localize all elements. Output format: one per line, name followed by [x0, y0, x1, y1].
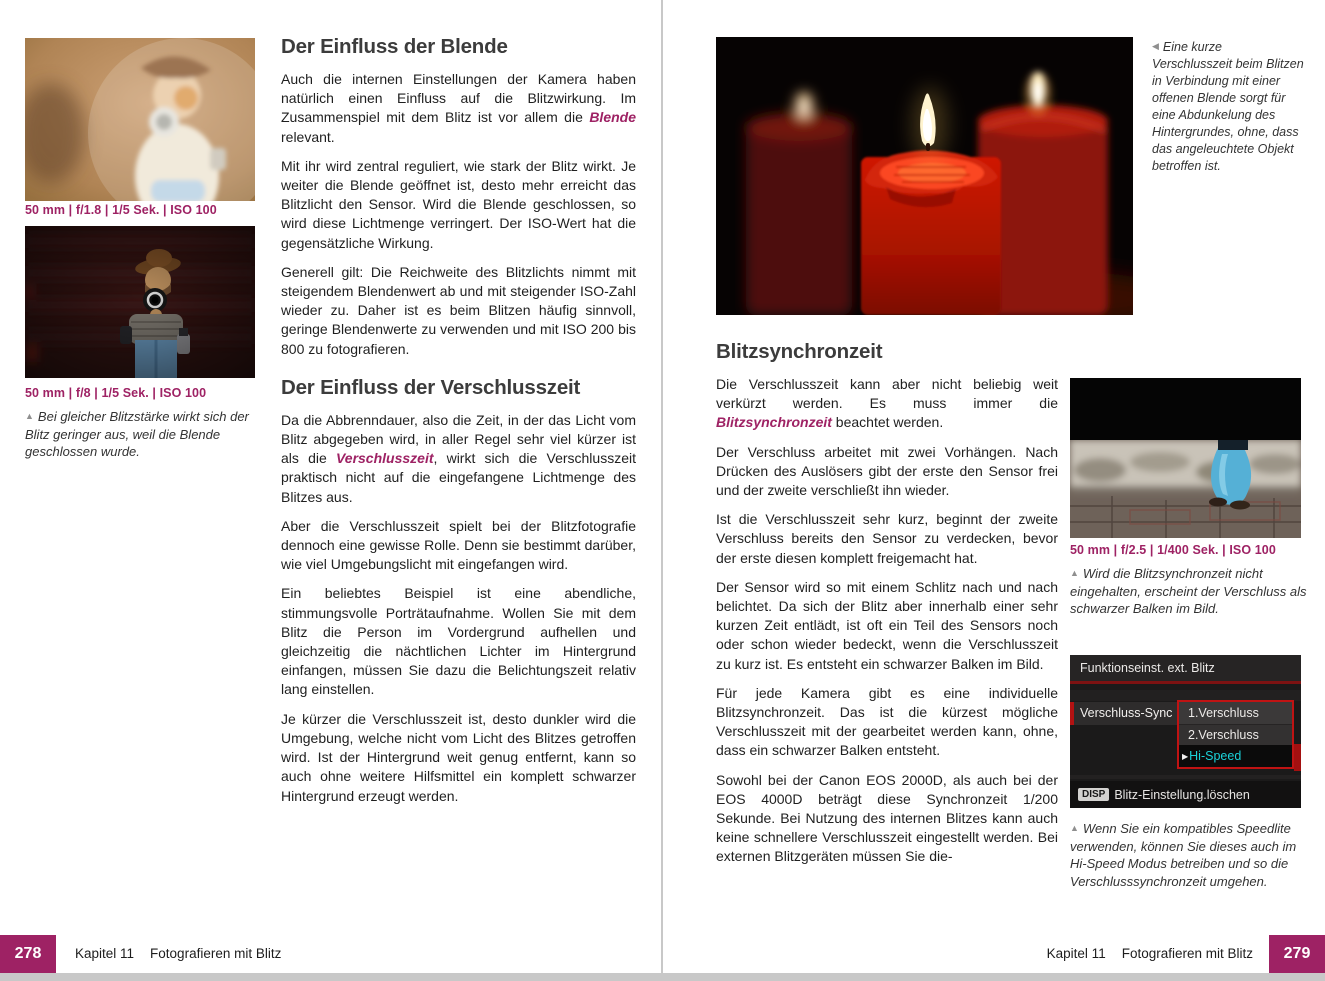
- running-footer-left: [75, 935, 281, 973]
- photo-caption-exif-3: 50 mm | f/2.5 | 1/400 Sek. | ISO 100: [1070, 543, 1276, 557]
- camera-menu-setting-label: Verschluss-Sync: [1074, 702, 1177, 725]
- photo-caption-exif-2: 50 mm | f/8 | 1/5 Sek. | ISO 100: [25, 386, 207, 400]
- margin-note: [1152, 38, 1304, 175]
- paragraph: Die Verschlusszeit kann aber nicht beliebig weit verkürzt werden. Es muss immer die Blitzsynchronzeit beachtet werden.: [716, 376, 1058, 431]
- photo-shutter-black-bar: [1070, 378, 1301, 538]
- photo-figurine-closed-aperture: [25, 226, 255, 378]
- disp-key-badge: DISP: [1078, 788, 1109, 801]
- photo-red-candles: [716, 37, 1133, 315]
- camera-menu-bottom-bar: [1070, 781, 1301, 808]
- camera-menu-red-block: [1294, 744, 1301, 771]
- chapter-title-right: Fotografieren mit Blitz: [1121, 946, 1253, 961]
- chapter-title-left: Fotografieren mit Blitz: [150, 946, 282, 961]
- page-number-left: [0, 935, 56, 973]
- heading-blitzsynchronzeit: Blitzsynchronzeit: [716, 340, 883, 363]
- triangle-up-icon: ▲: [1070, 568, 1079, 578]
- camera-menu-title-rule: [1070, 681, 1301, 684]
- triangle-left-icon: ◀: [1152, 41, 1159, 51]
- page-number-right: [1269, 935, 1325, 973]
- selection-arrow-icon: ▶: [1182, 752, 1189, 761]
- heading-einfluss-blende: Der Einfluss der Blende: [281, 35, 508, 58]
- figure-note-shutter: [1070, 565, 1308, 618]
- camera-menu-disp-action: Blitz-Einstellung.löschen: [1114, 787, 1250, 802]
- paragraph: Ist die Verschlusszeit sehr kurz, beginnt der zweite Verschluss bereits den Sensor zu verdecken, bevor der erste diesen komplett freigemacht hat.: [716, 511, 1058, 566]
- camera-menu-options-box: [1177, 700, 1294, 769]
- paragraph: Mit ihr wird zentral reguliert, wie stark der Blitz wirkt. Je weiter die Blende geöffnet ist, desto mehr erreicht das Blitzlicht den Sensor. Wird die Blende geschlossen, so wird diese Lichtmenge verringert. Der ISO-Wert hat die gegensätzliche Wirkung.: [281, 157, 636, 251]
- figurine-bright-illustration: [25, 38, 255, 201]
- paragraph: Der Verschluss arbeitet mit zwei Vorhängen. Nach Drücken des Auslösers gibt der erste den Sensor frei und der zweite verschließt ihn wieder.: [716, 443, 1058, 499]
- camera-menu-option-first-curtain: 1.Verschluss: [1179, 702, 1292, 724]
- triangle-up-icon: ▲: [25, 411, 34, 421]
- figurine-dark-illustration: [25, 226, 255, 378]
- candles-illustration: [716, 37, 1133, 315]
- paragraph: Generell gilt: Die Reichweite des Blitzlichts nimmt mit steigendem Blendenwert ab und mit steigender ISO-Zahl wieder zu. Daher ist es beim Blitzen häufig sinnvoll, geringe Blendenwerte zu verwenden und mit ISO 200 bis 800 zu fotografieren.: [281, 263, 636, 357]
- paragraph: Ein beliebtes Beispiel ist eine abendliche, stimmungsvolle Porträtaufnahme. Wollen Sie mit dem Blitz die Person im Vordergrund aufhellen und gleichzeitig die nächtlichen Lichter im Hintergrund einfangen, müssen Sie dazu die Belichtungszeit relativ lang einstellen.: [281, 585, 636, 698]
- margin-note-text: Eine kurze Verschlusszeit beim Blitzen in Verbindung mit einer offenen Blende sorgt für eine Abdunkelung des Hintergrundes, ohne, dass das angeleuchtete Objekt betroffen ist.: [1152, 40, 1304, 173]
- camera-menu-body: [1070, 702, 1301, 773]
- shutter-bar-illustration: [1070, 378, 1301, 538]
- figure-note-left: [25, 408, 263, 461]
- figure-note-shutter-text: Wird die Blitzsynchronzeit nicht eingehalten, erscheint der Verschluss als schwarzer Balken im Bild.: [1070, 566, 1307, 616]
- figure-note-left-text: Bei gleicher Blitzstärke wirkt sich der Blitz geringer aus, weil die Blende geschlossen wurde.: [25, 409, 249, 459]
- paragraph: Sowohl bei der Canon EOS 2000D, als auch bei der EOS 4000D beträgt diese Synchronzeit 1/200 Sekunde. Bei Nutzung des internen Blitzes kann auch keine schnellere Verschlusszeit eingestellt werden. Bei externen Blitzgeräten müssen Sie die-: [716, 771, 1058, 865]
- right-text-column: [716, 340, 1058, 877]
- camera-menu-title: Funktionseinst. ext. Blitz: [1070, 655, 1301, 681]
- figure-note-speedlite-text: Wenn Sie ein kompatibles Speedlite verwenden, können Sie dieses auch im Hi-Speed Modus betreiben und so die Verschlusssynchronzeit umgehen.: [1070, 821, 1297, 889]
- figure-note-speedlite: [1070, 820, 1310, 890]
- camera-menu-screenshot: [1070, 655, 1301, 808]
- triangle-up-icon: ▲: [1070, 823, 1079, 833]
- running-footer-right: [1047, 935, 1253, 973]
- heading-einfluss-verschlusszeit: Der Einfluss der Verschlusszeit: [281, 375, 581, 399]
- page-number-left-text: 278: [14, 945, 42, 962]
- camera-menu-option-hi-speed: [1179, 745, 1292, 767]
- camera-menu-stripe: [1070, 775, 1301, 779]
- paragraph: Der Sensor wird so mit einem Schlitz nach und nach belichtet. Da sich der Blitz aber innerhalb einer sehr kurzen Zeit entlädt, ist oft ein Teil des Sensors noch oder schon wieder bedeckt, wenn die Verschlusszeit zu kurz ist. Es entsteht ein schwarzer Balken im Bild.: [716, 578, 1058, 672]
- paragraph: Für jede Kamera gibt es eine individuelle Blitzsynchronzeit. Das ist die kürzest mögliche Verschlusszeit mit der gearbeitet werden kann, ohne, dass ein schwarzer Balken entsteht.: [716, 684, 1058, 759]
- bottom-edge-strip: [0, 973, 1325, 981]
- camera-menu-option-second-curtain: 2.Verschluss: [1179, 724, 1292, 745]
- paragraph: Auch die internen Einstellungen der Kamera haben natürlich einen Einfluss auf die Blitzwirkung. Im Zusammenspiel mit dem Blitz ist vor allem die Blende relevant.: [281, 71, 636, 145]
- paragraph: Da die Abbrenndauer, also die Zeit, in der das Licht vom Blitz abgegeben wird, in aller Regel sehr viel kürzer ist als die Verschlusszeit, wirkt sich die Verschlusszeit praktisch nicht auf die eingefangene Lichtmenge des Blitzes aus.: [281, 411, 636, 505]
- photo-caption-exif-1: 50 mm | f/1.8 | 1/5 Sek. | ISO 100: [25, 203, 217, 217]
- paragraph: Aber die Verschlusszeit spielt bei der Blitzfotografie dennoch eine gewisse Rolle. Denn sie bestimmt darüber, wie viel Umgebungslicht mit eingefangen wird.: [281, 517, 636, 573]
- paragraph: Je kürzer die Verschlusszeit ist, desto dunkler wird die Umgebung, welche nicht vom Licht des Blitzes getroffen wird. Ist der Hintergrund weit genug entfernt, kann so auch ohne weitere Hilfsmittel ein komplett schwarzer Hintergrund erzeugt werden.: [281, 710, 636, 804]
- left-text-column: [281, 35, 636, 816]
- chapter-label-left: Kapitel 11: [75, 946, 135, 961]
- chapter-label-right: Kapitel 11: [1046, 946, 1106, 961]
- photo-figurine-open-aperture: [25, 38, 255, 201]
- camera-menu-option-hi-speed-label: Hi-Speed: [1189, 749, 1242, 763]
- page-divider: [661, 0, 663, 973]
- page-number-right-text: 279: [1283, 945, 1311, 962]
